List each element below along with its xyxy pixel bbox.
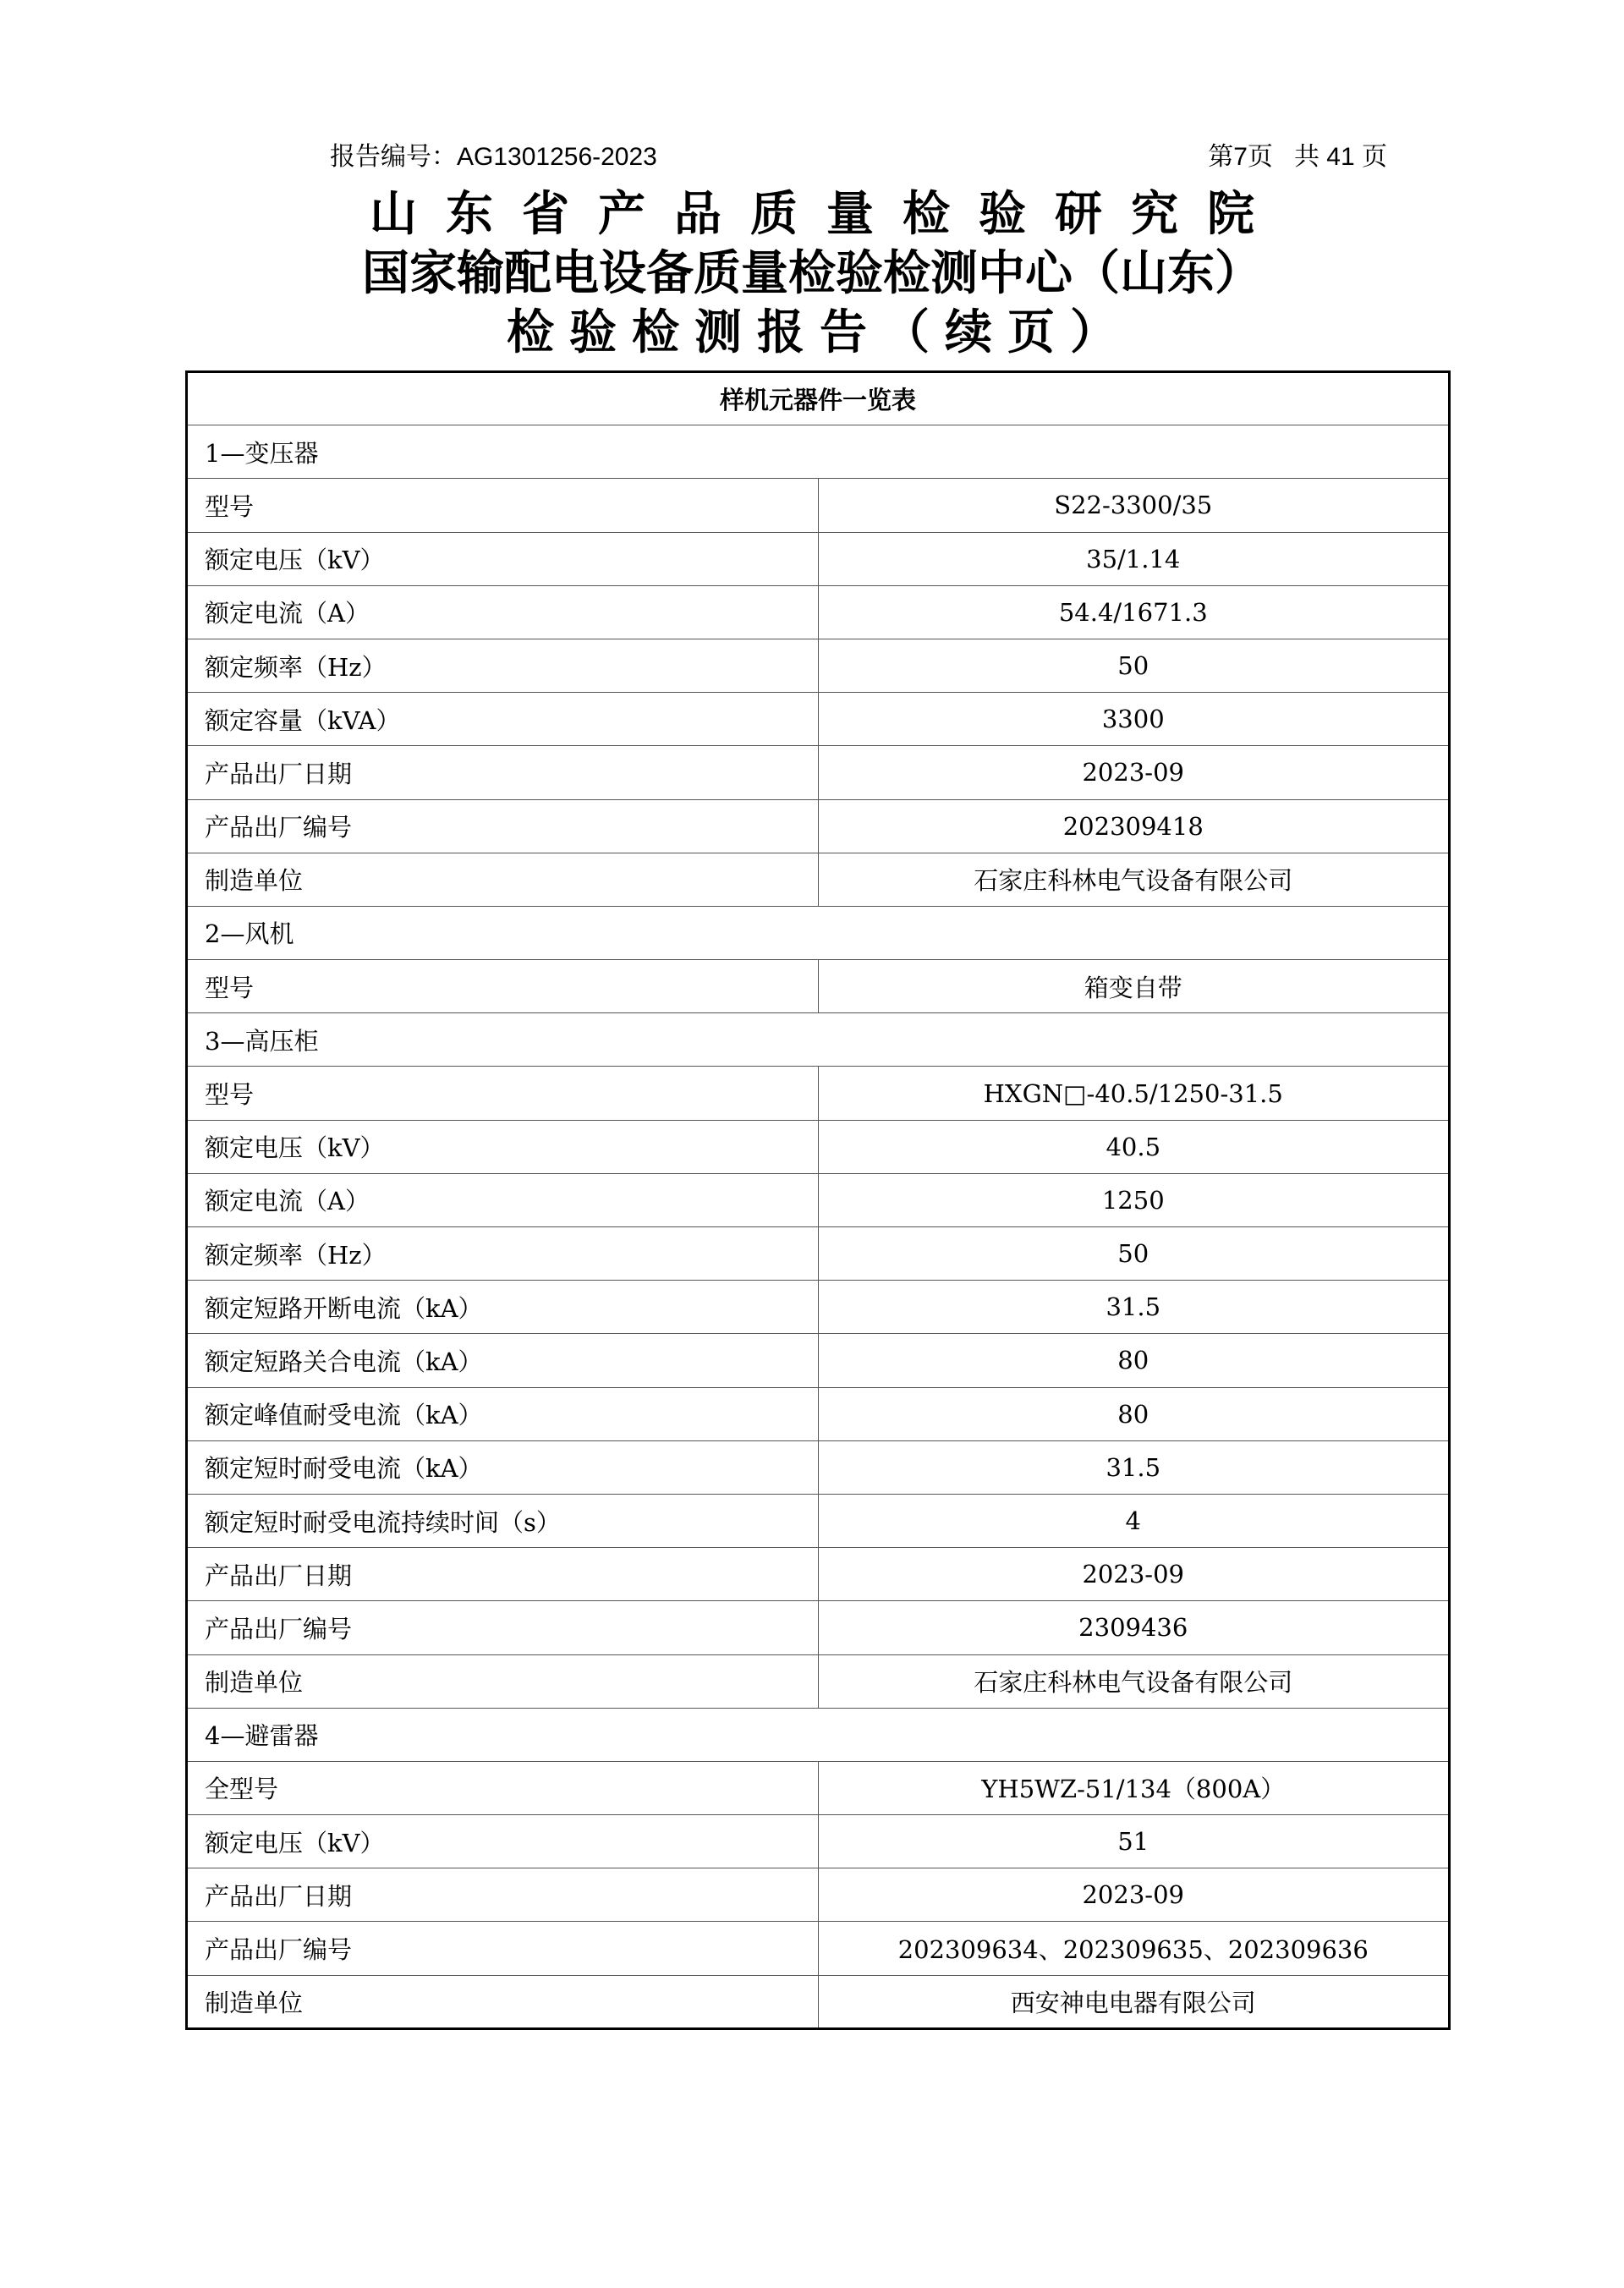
table-row xyxy=(187,585,1450,639)
row-label: 额定电流（A） xyxy=(187,585,819,639)
row-value: 50 xyxy=(818,639,1450,692)
section-heading-row xyxy=(187,1013,1450,1067)
page-current: 第7页 xyxy=(1208,143,1273,171)
row-value: 箱变自带 xyxy=(818,960,1450,1013)
center-title: 国家输配电设备质量检验检测中心（山东） xyxy=(362,246,1262,301)
table-row xyxy=(187,532,1450,585)
report-number xyxy=(330,135,657,173)
row-label: 额定短时耐受电流（kA） xyxy=(187,1440,819,1494)
table-row xyxy=(187,1067,1450,1120)
row-value: YH5WZ-51/134（800A） xyxy=(818,1761,1450,1814)
report-number-value: AG1301256-2023 xyxy=(457,143,657,171)
row-value: S22-3300/35 xyxy=(818,479,1450,532)
row-value: 35/1.14 xyxy=(818,532,1450,585)
row-label: 产品出厂编号 xyxy=(187,1601,819,1654)
row-label: 产品出厂编号 xyxy=(187,1922,819,1975)
row-value: 石家庄科林电气设备有限公司 xyxy=(818,853,1450,906)
section-heading: 3—高压柜 xyxy=(187,1013,1450,1067)
table-row xyxy=(187,1975,1450,2028)
table-row xyxy=(187,1281,1450,1334)
table-row xyxy=(187,1815,1450,1868)
row-value: 4 xyxy=(818,1494,1450,1547)
row-value: 40.5 xyxy=(818,1120,1450,1173)
row-value: 2023-09 xyxy=(818,1868,1450,1922)
row-label: 型号 xyxy=(187,1067,819,1120)
table-row xyxy=(187,479,1450,532)
row-label: 额定频率（Hz） xyxy=(187,1227,819,1281)
row-value: 50 xyxy=(818,1227,1450,1281)
table-row xyxy=(187,1334,1450,1387)
table-row xyxy=(187,693,1450,746)
row-label: 产品出厂日期 xyxy=(187,1868,819,1922)
row-label: 额定短时耐受电流持续时间（s） xyxy=(187,1494,819,1547)
row-label: 型号 xyxy=(187,960,819,1013)
report-header xyxy=(330,135,1387,173)
row-label: 额定峰值耐受电流（kA） xyxy=(187,1387,819,1440)
report-title: 检验检测报告（续页） xyxy=(507,305,1133,360)
row-label: 额定短路关合电流（kA） xyxy=(187,1334,819,1387)
row-value: 51 xyxy=(818,1815,1450,1868)
table-row xyxy=(187,1120,1450,1173)
row-label: 产品出厂编号 xyxy=(187,799,819,853)
table-row xyxy=(187,1173,1450,1226)
table-title-row xyxy=(187,372,1450,425)
table-row xyxy=(187,1868,1450,1922)
row-value: 1250 xyxy=(818,1173,1450,1226)
table-row xyxy=(187,1440,1450,1494)
row-label: 额定短路开断电流（kA） xyxy=(187,1281,819,1334)
table-row xyxy=(187,960,1450,1013)
table-title: 样机元器件一览表 xyxy=(187,372,1450,425)
row-value: 31.5 xyxy=(818,1281,1450,1334)
row-label: 制造单位 xyxy=(187,853,819,906)
row-label: 额定电压（kV） xyxy=(187,1120,819,1173)
institute-title: 山东省产品质量检验研究院 xyxy=(370,187,1283,242)
row-value: 石家庄科林电气设备有限公司 xyxy=(818,1654,1450,1708)
row-label: 额定电压（kV） xyxy=(187,1815,819,1868)
row-value: 3300 xyxy=(818,693,1450,746)
table-row xyxy=(187,799,1450,853)
section-heading-row xyxy=(187,906,1450,959)
table-row xyxy=(187,1654,1450,1708)
row-value: 2309436 xyxy=(818,1601,1450,1654)
row-label: 制造单位 xyxy=(187,1975,819,2028)
page-total: 共 41 页 xyxy=(1293,143,1387,171)
row-value: 202309418 xyxy=(818,799,1450,853)
row-label: 型号 xyxy=(187,479,819,532)
row-label: 额定电压（kV） xyxy=(187,532,819,585)
table-row xyxy=(187,1922,1450,1975)
row-label: 制造单位 xyxy=(187,1654,819,1708)
row-label: 全型号 xyxy=(187,1761,819,1814)
page-indicator xyxy=(1208,135,1387,173)
row-value: 80 xyxy=(818,1334,1450,1387)
table-row xyxy=(187,1548,1450,1601)
row-value: HXGN□-40.5/1250-31.5 xyxy=(818,1067,1450,1120)
row-value: 2023-09 xyxy=(818,1548,1450,1601)
row-label: 额定频率（Hz） xyxy=(187,639,819,692)
table-row xyxy=(187,1761,1450,1814)
row-value: 80 xyxy=(818,1387,1450,1440)
row-value: 2023-09 xyxy=(818,746,1450,799)
component-table xyxy=(185,370,1451,2030)
section-heading: 4—避雷器 xyxy=(187,1708,1450,1761)
row-value: 西安神电电器有限公司 xyxy=(818,1975,1450,2028)
report-number-label: 报告编号： xyxy=(330,143,457,171)
section-heading-row xyxy=(187,1708,1450,1761)
row-value: 54.4/1671.3 xyxy=(818,585,1450,639)
table-row xyxy=(187,1494,1450,1547)
row-value: 31.5 xyxy=(818,1440,1450,1494)
section-heading: 1—变压器 xyxy=(187,425,1450,479)
table-row xyxy=(187,1601,1450,1654)
table-row xyxy=(187,746,1450,799)
table-row xyxy=(187,853,1450,906)
row-label: 产品出厂日期 xyxy=(187,746,819,799)
row-label: 额定电流（A） xyxy=(187,1173,819,1226)
row-value: 202309634、202309635、202309636 xyxy=(818,1922,1450,1975)
table-row xyxy=(187,1227,1450,1281)
table-row xyxy=(187,1387,1450,1440)
row-label: 产品出厂日期 xyxy=(187,1548,819,1601)
row-label: 额定容量（kVA） xyxy=(187,693,819,746)
section-heading-row xyxy=(187,425,1450,479)
table-row xyxy=(187,639,1450,692)
section-heading: 2—风机 xyxy=(187,906,1450,959)
